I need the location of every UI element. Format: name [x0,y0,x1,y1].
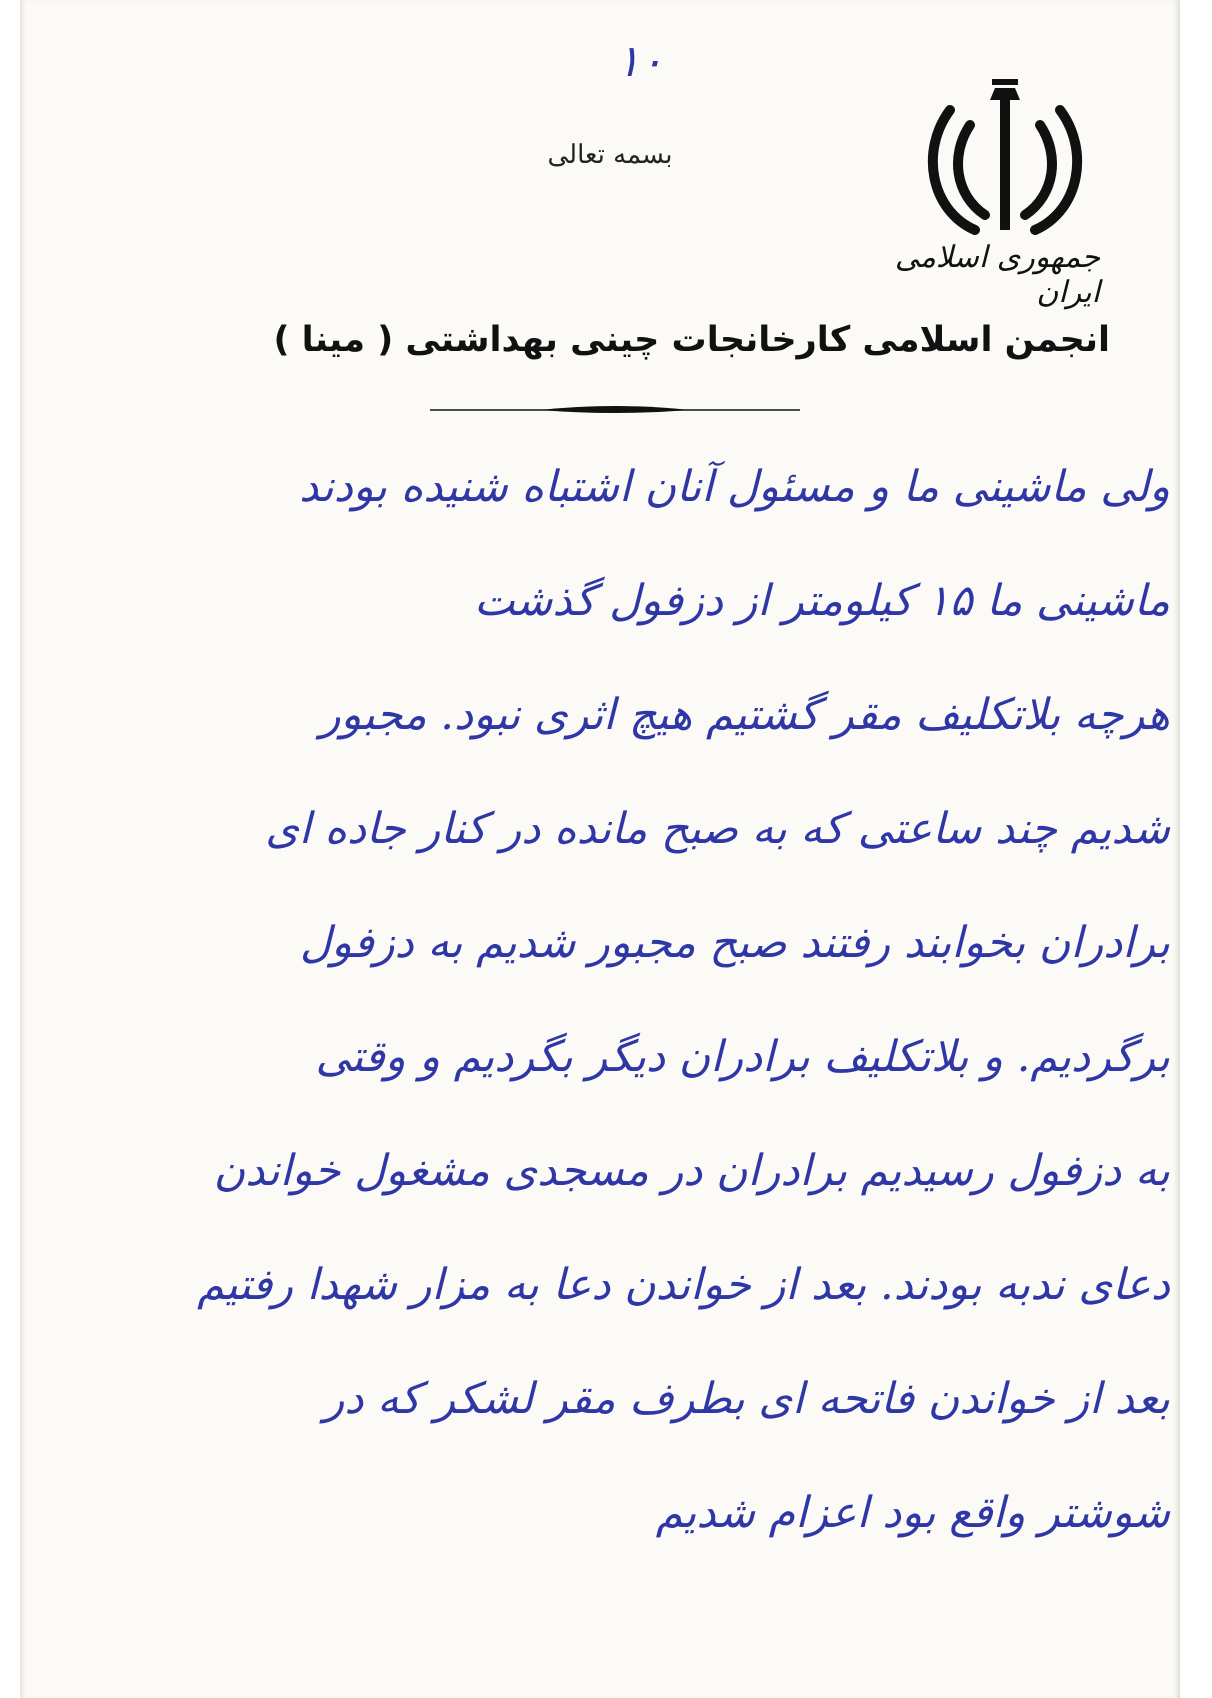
handwritten-line: دعای ندبه بودند. بعد از خواندن دعا به مزار شهدا رفتیم [197,1260,1170,1310]
handwritten-line: برادران بخوابند رفتند صبح مجبور شدیم به دزفول [299,918,1170,968]
handwritten-line: ماشینی ما ۱۵ کیلومتر از دزفول گذشت [474,576,1170,626]
handwritten-line: شوشتر واقع بود اعزام شدیم [655,1488,1170,1538]
handwritten-line: بعد از خواندن فاتحه ای بطرف مقر لشکر که در [323,1374,1170,1424]
page-number: ۱۰ [616,36,664,87]
country-name: جمهوری اسلامی ایران [894,240,1100,310]
header-divider [430,404,800,416]
document-sheet [20,0,1180,1698]
handwritten-line: برگردیم. و بلاتکلیف برادران دیگر بگردیم و وقتی [315,1032,1170,1082]
handwritten-line: هرچه بلاتکلیف مقر گشتیم هیچ اثری نبود. مجبور [319,690,1170,740]
handwritten-line: شدیم چند ساعتی که به صبح مانده در کنار جاده ای [265,804,1170,854]
iran-emblem-icon [920,70,1090,240]
organization-name: انجمن اسلامی کارخانجات چینی بهداشتی ( مینا ) [273,320,1110,360]
handwritten-line: ولی ماشینی ما و مسئول آنان اشتباه شنیده بودند [299,462,1170,512]
handwritten-body [60,430,1170,1570]
handwritten-line: به دزفول رسیدیم برادران در مسجدی مشغول خواندن [213,1146,1170,1196]
basmala-stamp: بسمه تعالی [547,140,673,170]
